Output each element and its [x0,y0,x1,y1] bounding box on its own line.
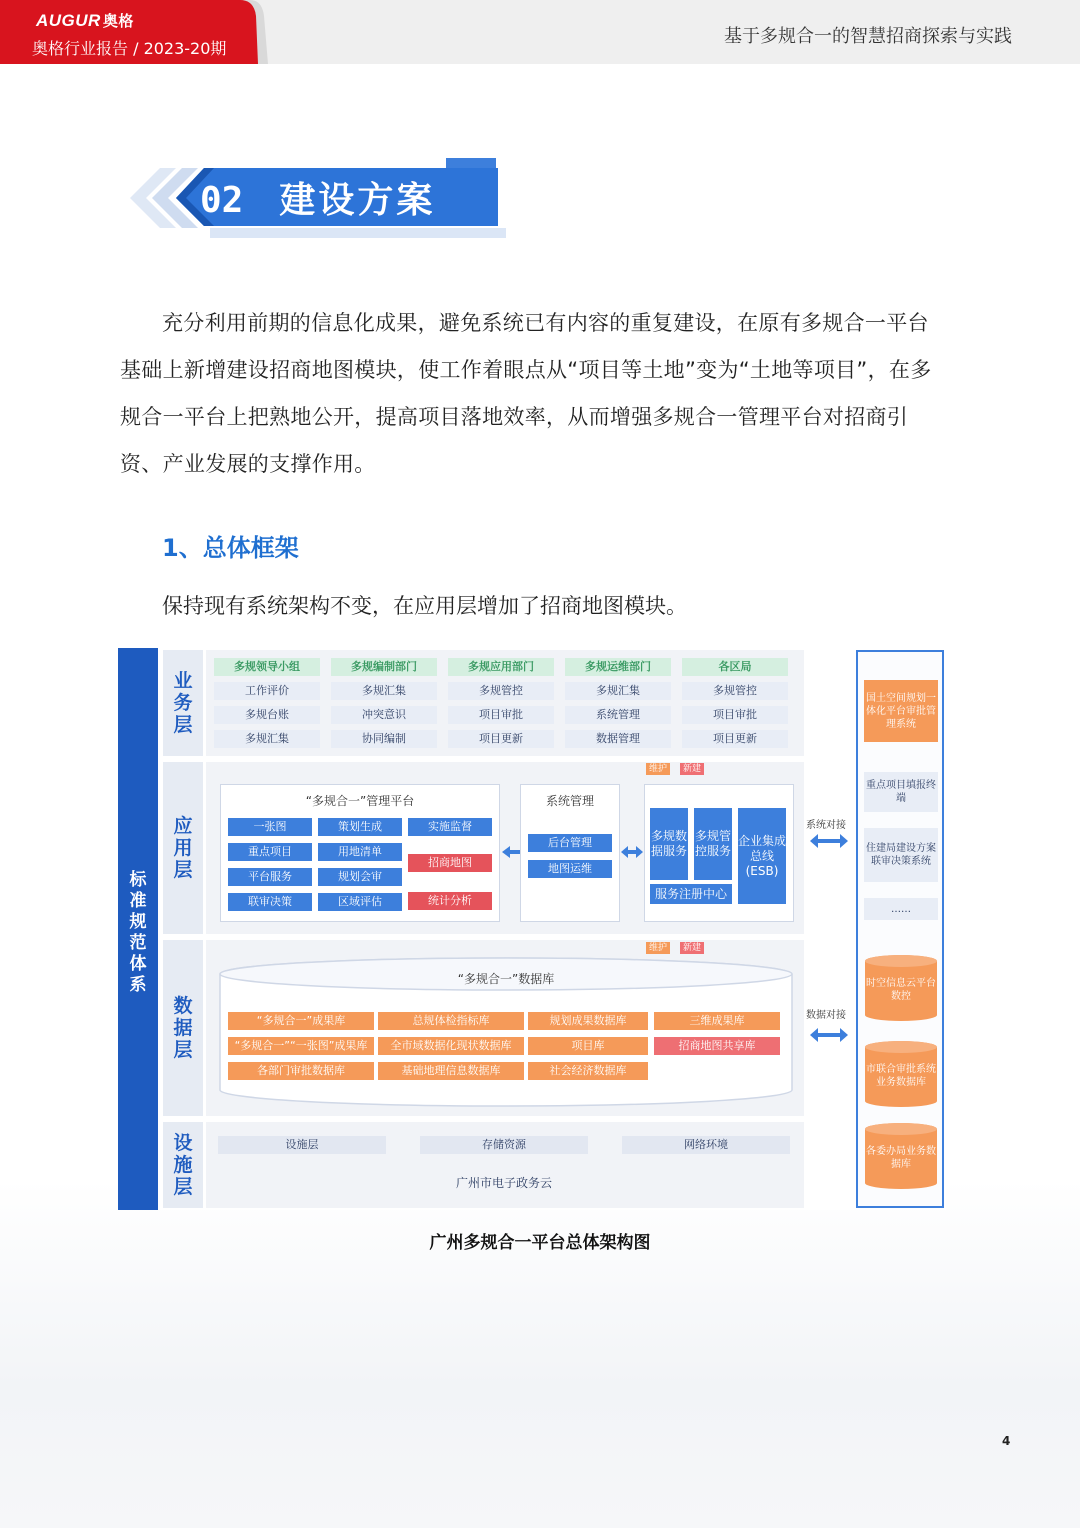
external-system-key-projects [864,772,938,812]
business-item: 工作评价 [214,682,320,700]
tag-maintain: 维护 [646,763,670,775]
section-heading [200,172,435,223]
sysmgmt-backend: 后台管理 [528,834,612,852]
business-group-head: 多规运维部门 [565,658,671,676]
database-table: 三维成果库 [654,1012,780,1030]
business-item: 多规管控 [448,682,554,700]
database-table: “多规合一”“一张图”成果库 [228,1037,374,1055]
database-title: “多规合一”数据库 [457,972,555,986]
service-registry-label: 服务注册中心 [654,886,727,901]
database-table: 各部门审批数据库 [228,1062,374,1080]
business-group-head: 多规应用部门 [448,658,554,676]
external-database-label: 时空信息云平台数控 [866,978,936,1002]
system-management-title: 系统管理 [545,794,594,808]
platform-module: 统计分析 [408,892,492,910]
platform-module: 规划会审 [318,868,402,886]
database-table: 规划成果数据库 [528,1012,648,1030]
report-issue: 奥格行业报告 / 2023-20期 [32,39,227,58]
service-multiplan-data [650,808,688,880]
business-item: 多规汇集 [214,730,320,748]
platform-title: “多规合一”管理平台 [305,794,415,808]
platform-module: 一张图 [228,818,312,836]
business-item: 项目审批 [448,706,554,724]
service-multiplan-control [694,808,732,880]
tag-new: 新建 [680,763,704,775]
external-database [864,954,938,1022]
external-system-housing-label: 住建局建设方案联审决策系统 [866,843,936,867]
business-group-head: 多规编制部门 [331,658,437,676]
external-system-more [864,898,938,920]
infra-facility: 设施层 [218,1136,386,1154]
sysmgmt-map-ops: 地图运维 [528,860,612,878]
service-esb [738,808,786,904]
system-connect-arrow-icon [810,834,848,848]
tag-maintain-data: 维护 [646,942,670,954]
business-item: 数据管理 [565,730,671,748]
infra-storage: 存储资源 [420,1136,588,1154]
lead-sentence: 保持现有系统架构不变，在应用层增加了招商地图模块。 [162,594,687,618]
standards-label: 标准规范体系 [129,870,147,995]
arrow-left-icon [502,846,520,858]
infra-network: 网络环境 [622,1136,790,1154]
database-table: 招商地图共享库 [654,1037,780,1055]
infra-cloud: 广州市电子政务云 [455,1176,552,1190]
figure-caption: 广州多规合一平台总体架构图 [429,1233,651,1253]
external-database [864,1122,938,1190]
platform-module: 重点项目 [228,843,312,861]
layer-label-application [163,762,203,934]
business-item: 冲突意识 [331,706,437,724]
external-database-label: 市联合审批系统业务数据库 [866,1064,936,1088]
intro-paragraph: 充分利用前期的信息化成果，避免系统已有内容的重复建设，在原有多规合一平台基础上新增建设招商地图模块，使工作着眼点从“项目等土地”变为“土地等项目”，在多规合一平台上把熟地公开，提高项目落地效率，从而增强多规合一管理平台对招商引资、产业发展的支撑作用。 [120,311,932,476]
database-table: 总规体检指标库 [378,1012,524,1030]
external-database-label: 各委办局业务数据库 [866,1146,936,1170]
business-item: 系统管理 [565,706,671,724]
platform-module: 联审决策 [228,893,312,911]
data-connect-arrow-icon [810,1028,848,1042]
business-item: 项目审批 [682,706,788,724]
page-number: 4 [1002,1434,1011,1448]
platform-module: 实施监督 [408,818,492,836]
business-group-head: 多规领导小组 [214,658,320,676]
document-title: 基于多规合一的智慧招商探索与实践 [724,26,1012,47]
business-group-head: 各区局 [682,658,788,676]
infrastructure-layer-bg [206,1122,804,1208]
service-multiplan-data-label: 多规数据服务 [650,829,687,858]
business-item: 协同编制 [331,730,437,748]
page-header [0,0,1080,64]
brand-logo-cn: 奥格 [102,13,134,30]
external-system-housing [864,828,938,882]
business-item: 多规汇集 [331,682,437,700]
architecture-diagram [118,648,946,1210]
service-registry [650,884,732,904]
layer-label-data [163,940,203,1116]
service-esb-label: 企业集成总线(ESB) [738,833,787,878]
subheading: 1、总体框架 [162,534,299,562]
database-table: 社会经济数据库 [528,1062,648,1080]
layer-label-business-text: 业务层 [173,670,193,736]
platform-module: 平台服务 [228,868,312,886]
system-connect-label: 系统对接 [806,820,846,831]
layer-label-infrastructure-text: 设施层 [173,1132,193,1198]
layer-label-infrastructure [163,1122,203,1208]
external-database [864,1040,938,1108]
data-connect-label: 数据对接 [806,1010,846,1021]
platform-module: 招商地图 [408,854,492,872]
database-table: 项目库 [528,1037,648,1055]
brand-logo-text: AUGUR [36,11,101,30]
layer-label-data-text: 数据层 [173,995,193,1061]
brand-logo [36,10,134,31]
section-title: 建设方案 [279,180,436,221]
database-table: “多规合一”成果库 [228,1012,374,1030]
external-system-key-projects-label: 重点项目填报终端 [866,780,936,804]
layer-label-business [163,650,203,756]
layer-label-application-text: 应用层 [173,815,193,881]
external-system-approval-label: 国土空间规划一体化平台审批管理系统 [866,692,936,730]
platform-module: 策划生成 [318,818,402,836]
platform-module: 用地清单 [318,843,402,861]
database-table: 全市域数据化现状数据库 [378,1037,524,1055]
database-table: 基础地理信息数据库 [378,1062,524,1080]
tag-new-data: 新建 [680,942,704,954]
external-system-approval [864,680,938,742]
business-item: 项目更新 [448,730,554,748]
business-item: 项目更新 [682,730,788,748]
external-system-more-label: …… [891,903,911,915]
business-item: 多规台账 [214,706,320,724]
service-multiplan-control-label: 多规管控服务 [694,829,731,858]
double-arrow-icon [621,846,643,858]
business-item: 多规管控 [682,682,788,700]
platform-module: 区域评估 [318,893,402,911]
business-item: 多规汇集 [565,682,671,700]
section-number: 02 [200,180,244,221]
